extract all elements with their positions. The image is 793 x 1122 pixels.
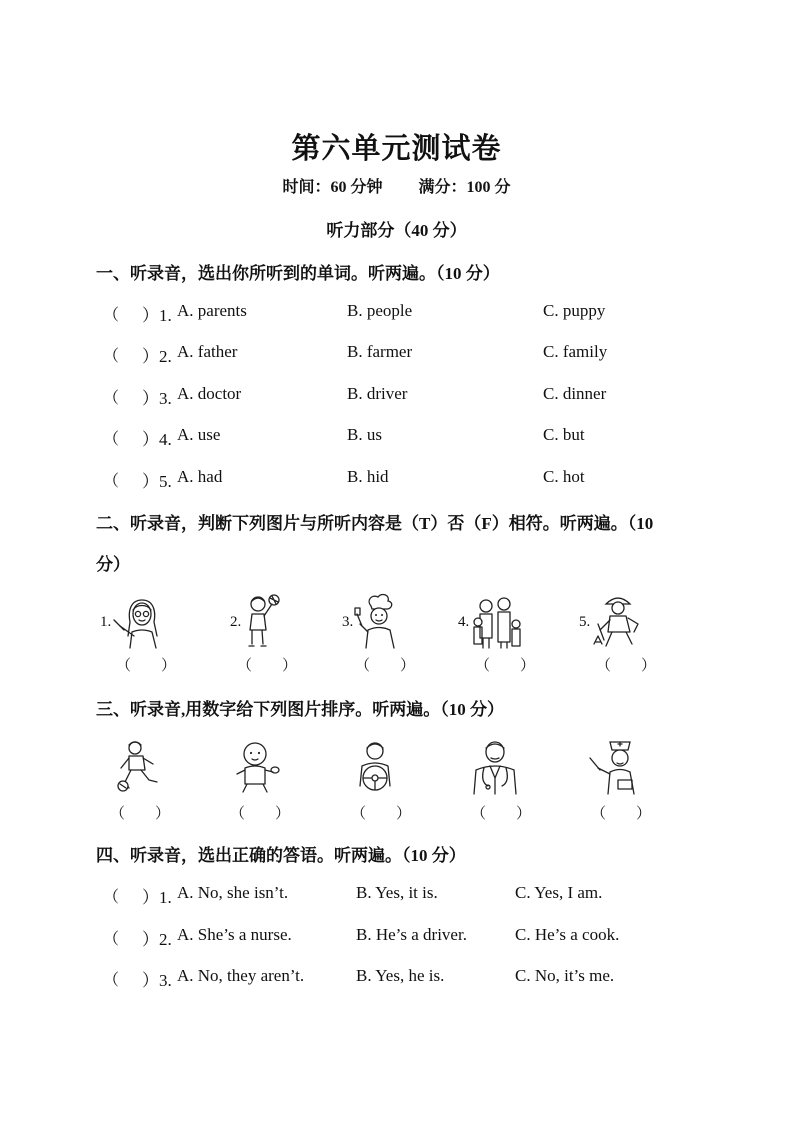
option-a: A. She’s a nurse. <box>177 925 292 944</box>
cook-icon <box>354 592 404 650</box>
baby-icon <box>231 738 279 796</box>
option-c: C. hot <box>543 467 585 486</box>
teacher-icon <box>112 592 168 650</box>
option-a: A. No, she isn’t. <box>177 883 289 902</box>
answer-blank-open[interactable]: （ <box>103 307 120 324</box>
option-c: C. Yes, I am. <box>515 883 603 902</box>
question-number: ）2. <box>142 930 172 949</box>
option-b: B. He’s a driver. <box>356 925 467 944</box>
picture-number: 5. <box>579 614 591 630</box>
picture-number: 1. <box>100 614 112 630</box>
listening-part-heading: 听力部分（40 分） <box>326 221 467 240</box>
picture-number: 2. <box>230 614 242 630</box>
option-b: B. Yes, it is. <box>356 883 438 902</box>
section4-heading: 四、听录音，选出正确的答语。听两遍。（10 分） <box>96 846 466 865</box>
option-b: B. Yes, he is. <box>356 966 445 985</box>
page-title: 第六单元测试卷 <box>291 133 502 165</box>
section1-heading: 一、听录音，选出你所听到的单词。听两遍。（10 分） <box>96 264 500 283</box>
answer-blank-open[interactable]: （ <box>103 473 120 490</box>
option-a: A. had <box>177 467 223 486</box>
option-c: C. He’s a cook. <box>515 925 620 944</box>
option-b: B. hid <box>347 467 389 486</box>
option-c: C. puppy <box>543 301 606 320</box>
section2-heading: 二、听录音，判断下列图片与所听内容是（T）否（F）相符。听两遍。（10 <box>96 514 654 533</box>
time-limit: 时间：60 分钟 <box>282 179 383 196</box>
option-c: C. dinner <box>543 384 607 403</box>
answer-blank[interactable]: （ ） <box>596 658 657 674</box>
answer-blank[interactable]: （ ） <box>110 806 171 822</box>
answer-blank-open[interactable]: （ <box>103 931 120 948</box>
doctor-icon <box>468 738 522 796</box>
full-score: 满分：100 分 <box>418 179 511 196</box>
option-a: A. parents <box>177 301 247 320</box>
answer-blank[interactable]: （ ） <box>591 806 652 822</box>
option-c: C. family <box>543 342 608 361</box>
answer-blank-open[interactable]: （ <box>103 348 120 365</box>
option-c: C. No, it’s me. <box>515 966 615 985</box>
answer-blank[interactable]: （ ） <box>116 658 177 674</box>
football-player-icon <box>115 738 163 796</box>
section2-heading-cont: 分） <box>96 555 130 574</box>
nurse-icon <box>588 738 640 796</box>
answer-blank-open[interactable]: （ <box>103 390 120 407</box>
answer-blank[interactable]: （ ） <box>237 658 298 674</box>
option-a: A. doctor <box>177 384 242 403</box>
section3-heading: 三、听录音,用数字给下列图片排序。听两遍。（10 分） <box>96 700 504 719</box>
answer-blank[interactable]: （ ） <box>471 806 532 822</box>
question-number: ）5. <box>142 472 172 491</box>
exam-meta <box>0 174 793 197</box>
picture-number: 4. <box>458 614 470 630</box>
family-icon <box>470 594 524 650</box>
answer-blank[interactable]: （ ） <box>230 806 291 822</box>
answer-blank-open[interactable]: （ <box>103 972 120 989</box>
answer-blank[interactable]: （ ） <box>351 806 412 822</box>
option-b: B. us <box>347 425 382 444</box>
option-b: B. driver <box>347 384 408 403</box>
picture-number: 3. <box>342 614 354 630</box>
option-a: A. use <box>177 425 221 444</box>
question-number: ）4. <box>142 430 172 449</box>
option-b: B. people <box>347 301 413 320</box>
farmer-icon <box>592 594 642 650</box>
question-number: ）1. <box>142 888 172 907</box>
option-a: A. No, they aren’t. <box>177 966 305 985</box>
answer-blank[interactable]: （ ） <box>475 658 536 674</box>
question-number: ）1. <box>142 306 172 325</box>
option-a: A. father <box>177 342 238 361</box>
answer-blank[interactable]: （ ） <box>355 658 416 674</box>
boy-with-ball-icon <box>242 592 282 650</box>
question-number: ）3. <box>142 971 172 990</box>
question-number: ）3. <box>142 389 172 408</box>
answer-blank-open[interactable]: （ <box>103 431 120 448</box>
driver-icon <box>350 738 400 796</box>
option-b: B. farmer <box>347 342 413 361</box>
option-c: C. but <box>543 425 585 444</box>
question-number: ）2. <box>142 347 172 366</box>
answer-blank-open[interactable]: （ <box>103 889 120 906</box>
